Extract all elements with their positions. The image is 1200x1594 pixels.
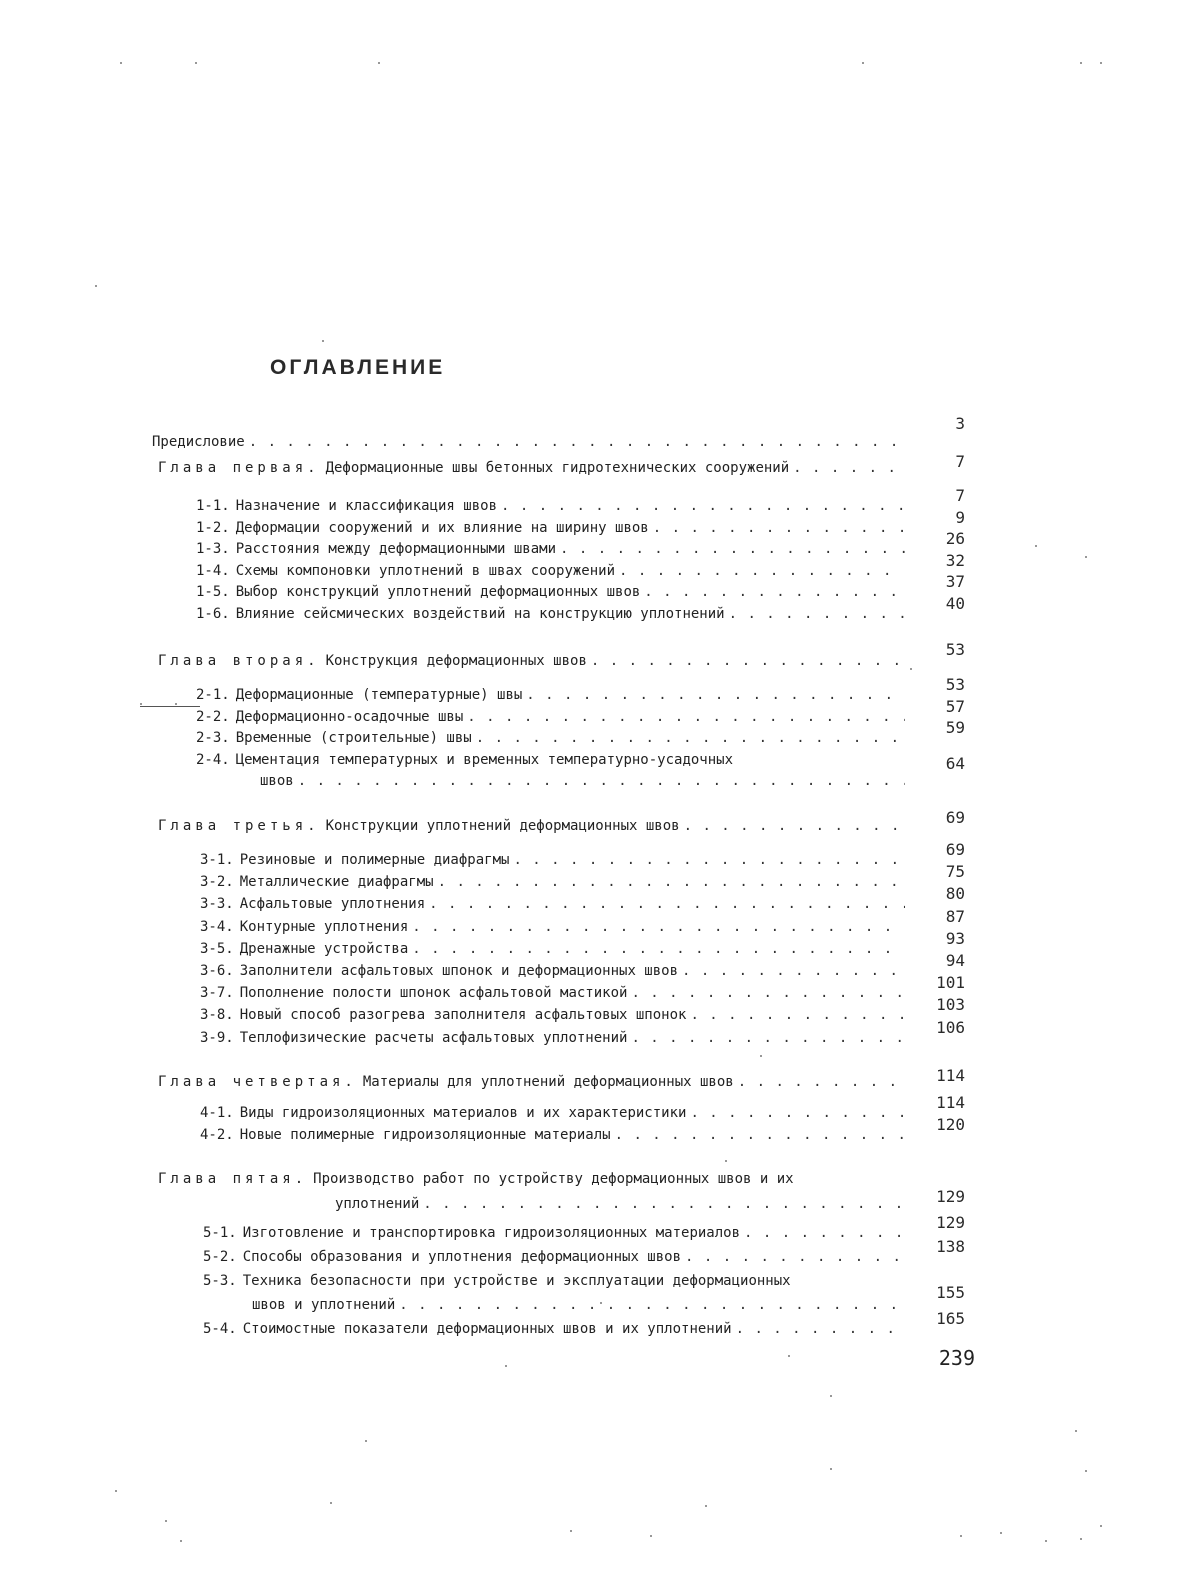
scan-speck bbox=[1100, 1525, 1102, 1527]
dot-leader bbox=[423, 1194, 905, 1214]
chapter-title: Конструкции уплотнений деформационных швов bbox=[325, 818, 680, 834]
section-title: Схемы компоновки уплотнений в швах сооружений bbox=[235, 562, 616, 579]
scan-speck bbox=[120, 62, 122, 64]
toc-page-number: 87 bbox=[945, 906, 965, 926]
dot-leader bbox=[591, 651, 905, 671]
scan-speck bbox=[788, 1355, 790, 1357]
dot-leader bbox=[736, 1319, 905, 1339]
section-number: 2-2. bbox=[196, 708, 230, 725]
chapter-label: Глава первая. bbox=[158, 460, 320, 476]
toc-section bbox=[200, 1005, 905, 1025]
section-title: Изготовление и транспортировка гидроизоляционных материалов bbox=[242, 1225, 741, 1241]
section-number: 3-3. bbox=[200, 896, 234, 913]
section-title: Выбор конструкций уплотнений деформационных швов bbox=[235, 584, 641, 600]
section-title: Теплофизические расчеты асфальтовых уплотнений bbox=[239, 1029, 628, 1046]
toc-chapter bbox=[158, 1169, 905, 1189]
dot-leader bbox=[729, 604, 905, 624]
toc-page-number: 37 bbox=[945, 572, 965, 591]
toc-section bbox=[200, 872, 905, 892]
toc-section bbox=[200, 894, 905, 914]
dot-leader bbox=[684, 816, 905, 836]
toc-page-number: 129 bbox=[936, 1213, 965, 1232]
preface-label: Предисловие bbox=[152, 434, 245, 450]
dot-leader bbox=[615, 1125, 905, 1145]
toc-preface bbox=[152, 432, 905, 452]
scan-speck bbox=[95, 285, 97, 287]
scan-speck bbox=[705, 1505, 707, 1507]
section-title: Назначение и классификация швов bbox=[235, 498, 498, 514]
toc-section bbox=[200, 961, 905, 981]
section-title: Заполнители асфальтовых шпонок и деформационных швов bbox=[239, 963, 679, 979]
dot-leader bbox=[685, 1247, 905, 1267]
section-title-cont: швов и уплотнений bbox=[252, 1297, 396, 1313]
scan-speck bbox=[570, 1530, 572, 1532]
section-number: 5-2. bbox=[203, 1249, 237, 1265]
toc-page-number: 32 bbox=[945, 550, 965, 570]
chapter-title: Конструкция деформационных швов bbox=[325, 653, 587, 669]
section-title: Асфальтовые уплотнения bbox=[239, 896, 426, 913]
section-number: 1-5. bbox=[196, 584, 230, 600]
scan-speck bbox=[180, 1540, 182, 1542]
scan-dash bbox=[140, 706, 200, 707]
toc-section bbox=[196, 707, 905, 727]
section-title: Новые полимерные гидроизоляционные материалы bbox=[239, 1127, 611, 1143]
toc-page-number: 7 bbox=[955, 452, 965, 471]
section-title: Виды гидроизоляционных материалов и их характеристики bbox=[239, 1105, 687, 1121]
scan-speck bbox=[1075, 1430, 1077, 1432]
toc-section bbox=[200, 1125, 905, 1145]
scan-speck bbox=[1100, 62, 1102, 64]
section-title: Влияние сейсмических воздействий на конструкцию уплотнений bbox=[235, 605, 725, 622]
section-title: Деформационно-осадочные швы bbox=[235, 708, 464, 725]
section-number: 2-3. bbox=[196, 730, 230, 746]
scan-speck bbox=[195, 62, 197, 64]
section-title: Способы образования и уплотнения деформационных швов bbox=[242, 1249, 682, 1265]
section-number: 2-4. bbox=[196, 751, 230, 768]
scan-speck bbox=[115, 1490, 117, 1492]
dot-leader bbox=[526, 685, 905, 705]
section-title: Цементация температурных и временных температурно-усадочных bbox=[235, 751, 734, 768]
section-number: 4-2. bbox=[200, 1127, 234, 1143]
toc-page-number: 75 bbox=[945, 862, 965, 882]
toc-section bbox=[196, 539, 905, 559]
toc-page-number: 101 bbox=[936, 973, 965, 993]
toc-page-number: 114 bbox=[936, 1066, 965, 1085]
toc-page-number: 26 bbox=[945, 529, 965, 548]
toc-page-number: 59 bbox=[945, 718, 965, 737]
toc-section bbox=[200, 917, 905, 937]
toc-page-number: 7 bbox=[955, 486, 965, 505]
toc-page-number: 69 bbox=[945, 808, 965, 827]
chapter-title: Производство работ по устройству деформационных швов и их bbox=[313, 1171, 794, 1187]
section-number: 3-4. bbox=[200, 918, 234, 935]
toc-chapter bbox=[158, 816, 905, 836]
scan-speck bbox=[165, 1520, 167, 1522]
toc-page-number: 106 bbox=[936, 1017, 965, 1037]
section-title: Техника безопасности при устройстве и эксплуатации деформационных bbox=[242, 1273, 791, 1289]
section-title: Пополнение полости шпонок асфальтовой мастикой bbox=[239, 985, 628, 1002]
toc-page-number: 93 bbox=[945, 928, 965, 948]
scan-speck bbox=[365, 1440, 367, 1442]
dot-leader bbox=[476, 728, 905, 748]
section-title: Стоимостные показатели деформационных швов и их уплотнений bbox=[242, 1321, 732, 1337]
scan-speck bbox=[650, 1535, 652, 1537]
scan-speck bbox=[960, 1535, 962, 1537]
scan-speck bbox=[1085, 1470, 1087, 1472]
dot-leader bbox=[467, 707, 905, 727]
scan-speck bbox=[1045, 1540, 1047, 1542]
scan-speck bbox=[1035, 545, 1037, 547]
section-number: 3-2. bbox=[200, 874, 234, 891]
toc-page-number: 57 bbox=[945, 696, 965, 716]
toc-page-number: 53 bbox=[945, 675, 965, 694]
toc-section bbox=[203, 1319, 905, 1339]
toc-section-cont bbox=[252, 1295, 905, 1315]
section-title: Контурные уплотнения bbox=[239, 918, 409, 935]
section-number: 5-3. bbox=[203, 1273, 237, 1289]
toc-section bbox=[196, 582, 905, 602]
section-number: 3-1. bbox=[200, 852, 234, 868]
chapter-label: Глава третья. bbox=[158, 818, 320, 834]
toc-page-number: 155 bbox=[936, 1283, 965, 1302]
toc-chapter-cont bbox=[335, 1194, 905, 1214]
page-number: 239 bbox=[938, 1346, 975, 1370]
toc-section bbox=[203, 1271, 905, 1291]
dot-leader bbox=[399, 1295, 905, 1315]
toc-page-number: 94 bbox=[945, 951, 965, 970]
chapter-label: Глава четвертая. bbox=[158, 1074, 357, 1090]
scan-speck bbox=[505, 1365, 507, 1367]
scan-speck bbox=[322, 340, 324, 342]
dot-leader bbox=[298, 771, 905, 791]
scan-speck bbox=[1080, 1538, 1082, 1540]
toc-page-number: 114 bbox=[936, 1093, 965, 1112]
toc-section bbox=[200, 1103, 905, 1123]
toc-section bbox=[196, 496, 905, 516]
toc-page-number: 53 bbox=[945, 640, 965, 659]
dot-leader bbox=[631, 983, 905, 1003]
dot-leader bbox=[412, 939, 905, 959]
toc-section bbox=[200, 983, 905, 1003]
toc-page-number: 120 bbox=[936, 1115, 965, 1134]
section-number: 3-8. bbox=[200, 1007, 234, 1024]
dot-leader bbox=[412, 917, 905, 937]
section-title: Металлические диафрагмы bbox=[239, 874, 434, 891]
section-title: Дренажные устройства bbox=[239, 940, 409, 957]
dot-leader bbox=[738, 1072, 905, 1092]
dot-leader bbox=[619, 561, 905, 581]
section-number: 5-4. bbox=[203, 1321, 237, 1337]
toc-page-number: 9 bbox=[955, 507, 965, 527]
section-title: Резиновые и полимерные диафрагмы bbox=[239, 852, 510, 868]
dot-leader bbox=[429, 894, 905, 914]
scan-speck bbox=[330, 1502, 332, 1504]
chapter-title-cont: уплотнений bbox=[335, 1196, 420, 1212]
chapter-label: Глава вторая. bbox=[158, 653, 320, 669]
toc-section-cont bbox=[260, 771, 905, 791]
dot-leader bbox=[682, 961, 905, 981]
section-number: 3-7. bbox=[200, 985, 234, 1002]
scan-speck bbox=[140, 703, 142, 705]
toc-section bbox=[200, 939, 905, 959]
toc-section bbox=[196, 604, 905, 624]
toc-section bbox=[200, 850, 905, 870]
section-number: 5-1. bbox=[203, 1225, 237, 1241]
scan-speck bbox=[725, 1160, 727, 1162]
chapter-title: Деформационные швы бетонных гидротехнических сооружений bbox=[325, 460, 790, 476]
scan-speck bbox=[378, 62, 380, 64]
section-title: Временные (строительные) швы bbox=[235, 730, 472, 746]
toc-section bbox=[196, 518, 905, 538]
dot-leader bbox=[631, 1028, 905, 1048]
page-title: ОГЛАВЛЕНИЕ bbox=[270, 356, 446, 379]
section-number: 1-4. bbox=[196, 562, 230, 579]
dot-leader bbox=[438, 872, 905, 892]
toc-chapter bbox=[158, 458, 905, 478]
dot-leader bbox=[690, 1103, 905, 1123]
dot-leader bbox=[653, 518, 905, 538]
scan-speck bbox=[760, 1055, 762, 1057]
toc-section bbox=[200, 1028, 905, 1048]
dot-leader bbox=[744, 1223, 905, 1243]
section-number: 3-9. bbox=[200, 1029, 234, 1046]
dot-leader bbox=[644, 582, 905, 602]
section-title: Деформационные (температурные) швы bbox=[235, 687, 523, 703]
section-number: 1-1. bbox=[196, 498, 230, 514]
toc-page-number: 138 bbox=[936, 1237, 965, 1256]
toc-section bbox=[203, 1247, 905, 1267]
section-title: Расстояния между деформационными швами bbox=[235, 541, 557, 557]
section-number: 3-5. bbox=[200, 940, 234, 957]
section-title: Деформации сооружений и их влияние на ширину швов bbox=[235, 519, 649, 536]
toc-chapter bbox=[158, 1072, 905, 1092]
section-number: 3-6. bbox=[200, 963, 234, 979]
toc-section bbox=[196, 685, 905, 705]
section-title-cont: швов bbox=[260, 773, 294, 789]
toc-page-number: 165 bbox=[936, 1309, 965, 1328]
chapter-label: Глава пятая. bbox=[158, 1171, 308, 1187]
scan-speck bbox=[830, 1395, 832, 1397]
toc-page-number: 103 bbox=[936, 995, 965, 1015]
toc-page-number: 3 bbox=[955, 414, 965, 433]
scan-speck bbox=[1085, 556, 1087, 558]
toc-page-number: 80 bbox=[945, 884, 965, 904]
toc-page-number: 69 bbox=[945, 840, 965, 859]
section-number: 4-1. bbox=[200, 1105, 234, 1121]
toc-section bbox=[203, 1223, 905, 1243]
toc-section bbox=[196, 728, 905, 748]
scan-speck bbox=[175, 703, 177, 705]
toc-chapter bbox=[158, 651, 905, 671]
dot-leader bbox=[560, 539, 905, 559]
scan-speck bbox=[862, 62, 864, 64]
dot-leader bbox=[513, 850, 905, 870]
section-number: 1-2. bbox=[196, 519, 230, 536]
dot-leader bbox=[793, 458, 905, 478]
scan-speck bbox=[600, 1302, 602, 1304]
section-number: 1-3. bbox=[196, 541, 230, 557]
toc-page-number: 129 bbox=[936, 1187, 965, 1206]
scan-speck bbox=[1000, 1532, 1002, 1534]
toc-page-number: 40 bbox=[945, 593, 965, 613]
dot-leader bbox=[501, 496, 905, 516]
section-number: 2-1. bbox=[196, 687, 230, 703]
section-number: 1-6. bbox=[196, 605, 230, 622]
dot-leader bbox=[249, 432, 905, 452]
chapter-title: Материалы для уплотнений деформационных швов bbox=[362, 1074, 734, 1090]
toc-section bbox=[196, 561, 905, 581]
section-title: Новый способ разогрева заполнителя асфальтовых шпонок bbox=[239, 1007, 687, 1024]
scan-speck bbox=[830, 1468, 832, 1470]
toc-section bbox=[196, 750, 905, 770]
dot-leader bbox=[690, 1005, 905, 1025]
scan-speck bbox=[910, 668, 912, 670]
toc-page-number: 64 bbox=[945, 754, 965, 773]
scan-speck bbox=[1080, 62, 1082, 64]
